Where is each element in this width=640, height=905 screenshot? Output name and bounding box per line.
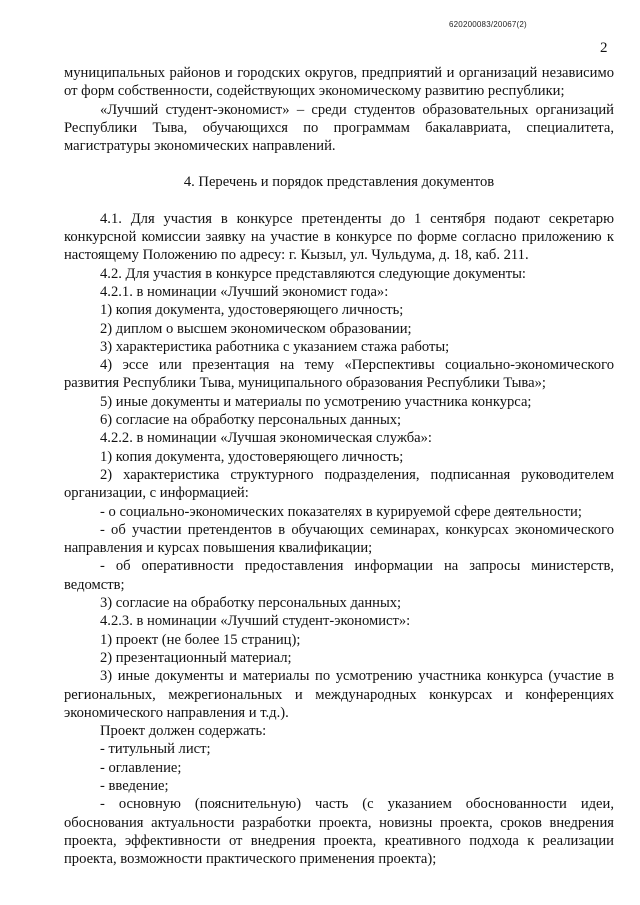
list-item: 3) согласие на обработку персональных данных; [100, 595, 402, 612]
list-item: - оглавление; [100, 759, 182, 776]
section-title: 4. Перечень и порядок представления документов [183, 174, 495, 191]
list-item: 6) согласие на обработку персональных данных; [100, 412, 402, 429]
list-item: 4) эссе или презентация на тему «Перспективы социально-экономического развития Республики Тыва, муниципального образования Республики Тыва»; [64, 357, 614, 392]
list-item: 2) характеристика структурного подразделения, подписанная руководителем организации, с информацией: [64, 466, 614, 502]
list-item: 5) иные документы и материалы по усмотрению участника конкурса; [100, 393, 532, 410]
list-item: 4.2.3. в номинации «Лучший студент-экономист»: [100, 613, 411, 630]
list-item: 1) копия документа, удостоверяющего личность; [100, 302, 404, 319]
paragraph: 4.1. Для участия в конкурсе претенденты до 1 сентября подают секретарю конкурсной комиссии заявку на участие в конкурсе по форме согласно приложению к настоящему Положению по адресу: г. Кызыл, ул. Чульдума, д. 18, каб. 211. [64, 210, 614, 264]
list-item: - основную (пояснительную) часть (с указанием обоснованности идеи, обоснования актуальности разработки проекта, новизны проекта, сроков внедрения проекта, эффективности от внедрения проекта, креативного подхода к реализации проекта, возможности практического применения проекта); [64, 796, 614, 868]
list-item: - введение; [100, 777, 169, 794]
list-item: - об оперативности предоставления информации на запросы министерств, ведомств; [64, 558, 614, 593]
document-id: 620200083/20067(2) [449, 20, 527, 29]
list-item: 3) иные документы и материалы по усмотрению участника конкурса (участие в региональных, межрегиональных и международных конкурсах и конференциях экономического направления и т.д.). [64, 668, 614, 721]
list-item: 4.2.2. в номинации «Лучшая экономическая служба»: [100, 430, 432, 447]
list-item: - о социально-экономических показателях в курируемой сфере деятельности; [100, 503, 582, 520]
list-item: 2) презентационный материал; [100, 649, 292, 666]
list-item: 4.2.1. в номинации «Лучший экономист года»: [100, 283, 389, 300]
list-item: 1) копия документа, удостоверяющего личность; [100, 448, 404, 465]
paragraph: 4.2. Для участия в конкурсе представляются следующие документы: [100, 265, 526, 282]
list-item: - титульный лист; [100, 741, 211, 758]
document-body [64, 64, 614, 868]
paragraph: «Лучший студент-экономист» – среди студентов образовательных организаций Республики Тыва, обучающихся по программам бакалавриата, специалитета, магистратуры экономических направлений. [64, 101, 614, 155]
list-item: 2) диплом о высшем экономическом образовании; [100, 320, 412, 337]
list-item: - об участии претендентов в обучающих семинарах, конкурсах экономического направления и курсах повышения квалификации; [64, 521, 614, 557]
list-item: 1) проект (не более 15 страниц); [100, 631, 301, 648]
list-item: 3) характеристика работника с указанием стажа работы; [100, 338, 450, 355]
paragraph: Проект должен содержать: [100, 723, 267, 740]
page-number: 2 [600, 40, 608, 56]
paragraph: муниципальных районов и городских округов, предприятий и организаций независимо от форм собственности, содействующих экономическому развитию республики; [64, 65, 614, 100]
